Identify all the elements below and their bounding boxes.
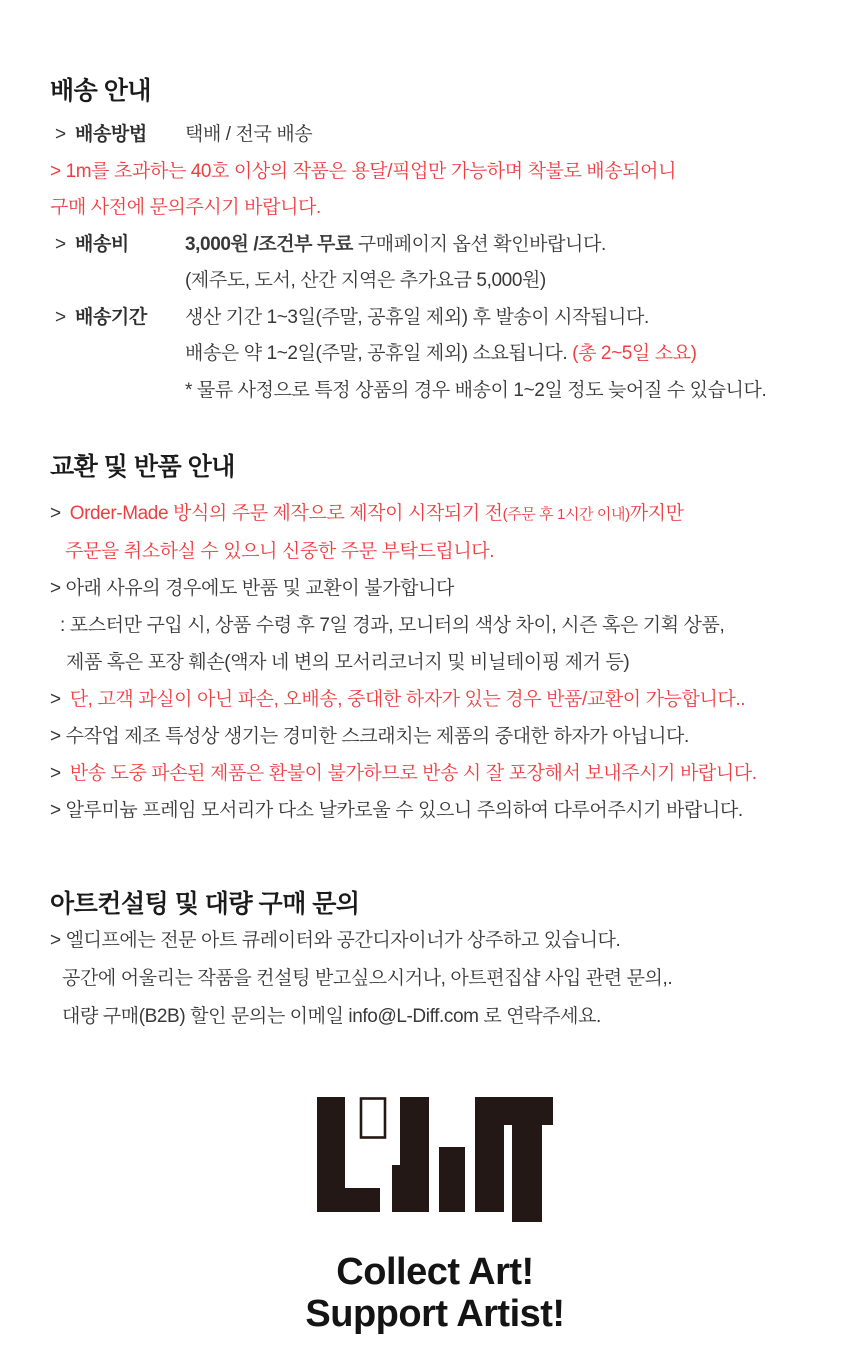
returns-line-reasons-2: 제품 혹은 포장 훼손(액자 네 변의 모서리코너지 및 비닐테이핑 제거 등) [66,652,630,673]
slogan-line1: Collect Art! [336,1251,534,1293]
shipping-fee-value-rest: 구매페이지 옵션 확인바랍니다. [352,233,606,255]
shipping-period-line2 [185,336,820,373]
shipping-method-label: 배송방법 [75,124,147,145]
consulting-section-title: 아트컨설팅 및 대량 구매 문의 [50,890,360,918]
shipping-period-label: 배송기간 [75,306,147,328]
returns-line-defect-allowed [50,681,820,718]
returns-line-reasons-1: : 포스터만 구입 시, 상품 수령 후 7일 경과, 모니터의 색상 차이, 시즌 혹은 기획 상품, [60,615,725,636]
return-packing-text: 반송 도중 파손된 제품은 환불이 불가하므로 반송 시 잘 포장해서 보내주시기 바랍니다. [69,763,757,784]
shipping-period-line1: 생산 기간 1~3일(주말, 공휴일 제외) 후 발송이 시작됩니다. [185,306,649,328]
art-consulting-section [50,890,820,1036]
brand-slogan [50,1251,820,1335]
consulting-line-curator: > 엘디프에는 전문 아트 큐레이터와 공간디자이너가 상주하고 있습니다. [50,930,621,951]
returns-section-title: 교환 및 반품 안내 [50,453,235,481]
row-marker: > [55,233,66,255]
returns-line-aluminum-frame: > 알루미늄 프레임 모서리가 다소 날카로울 수 있으니 주의하여 다루어주시기 바랍니다. [50,800,743,821]
shipping-fee-amount: 3,000원 /조건부 무료 [185,233,353,255]
line-marker: > [50,689,61,710]
returns-line-return-packing [50,755,820,792]
shipping-info-section [50,77,820,409]
shipping-period-total-days: (총 2~5일 소요) [572,343,697,364]
row-marker: > [55,124,66,145]
exchange-return-section [50,453,820,829]
slogan-line2: Support Artist! [305,1293,565,1335]
row-marker: > [55,306,66,328]
consulting-line-inquiry: 공간에 어울리는 작품을 컨설팅 받고싶으시거나, 아트편집샵 사입 관련 문의,. [62,968,673,989]
shipping-fee-surcharge-note: (제주도, 도서, 산간 지역은 추가요금 5,000원) [185,270,546,291]
brand-footer [50,1095,820,1335]
order-made-time-limit: (주문 후 1시간 이내) [502,506,630,523]
shipping-period-row [50,300,820,410]
shipping-period-delay-note: * 물류 사정으로 특정 상품의 경우 배송이 1~2일 정도 늦어질 수 있습니다. [185,379,767,401]
order-made-text: Order-Made 방식의 주문 제작으로 제작이 시작되기 전 [69,503,503,524]
shipping-period-value [185,300,820,410]
returns-line-not-allowed: > 아래 사유의 경우에도 반품 및 교환이 불가합니다 [50,578,454,599]
line-marker: > [50,763,61,784]
shipping-fee-value [185,227,820,300]
oversize-notice-line2: 구매 사전에 문의주시기 바랍니다. [50,197,321,218]
shipping-method-row [50,117,820,154]
returns-line-scratch: > 수작업 제조 특성상 생기는 경미한 스크래치는 제품의 중대한 하자가 아닙니다. [50,726,689,747]
defect-allowed-text: 단, 고객 과실이 아닌 파손, 오배송, 중대한 하자가 있는 경우 반품/교환이 가능합니다.. [69,689,746,710]
shipping-method-value: 택배 / 전국 배송 [185,124,313,145]
ldiff-logo [315,1095,555,1225]
shipping-fee-row [50,227,820,300]
shipping-section-title: 배송 안내 [50,77,152,105]
oversize-notice-line1: > 1m를 초과하는 40호 이상의 작품은 용달/픽업만 가능하며 착불로 배송되어니 [50,160,677,182]
shipping-period-line2-text: 배송은 약 1~2일(주말, 공휴일 제외) 소요됩니다. [185,343,573,364]
consulting-line-email: 대량 구매(B2B) 할인 문의는 이메일 info@L-Diff.com 로 연락주세요. [62,1006,601,1027]
order-made-text-end: 까지만 [629,503,684,524]
line-marker: > [50,503,61,524]
returns-line-order-made [50,495,820,533]
returns-line-cancel: 주문을 취소하실 수 있으니 신중한 주문 부탁드립니다. [65,541,495,562]
shipping-fee-label: 배송비 [75,233,129,255]
